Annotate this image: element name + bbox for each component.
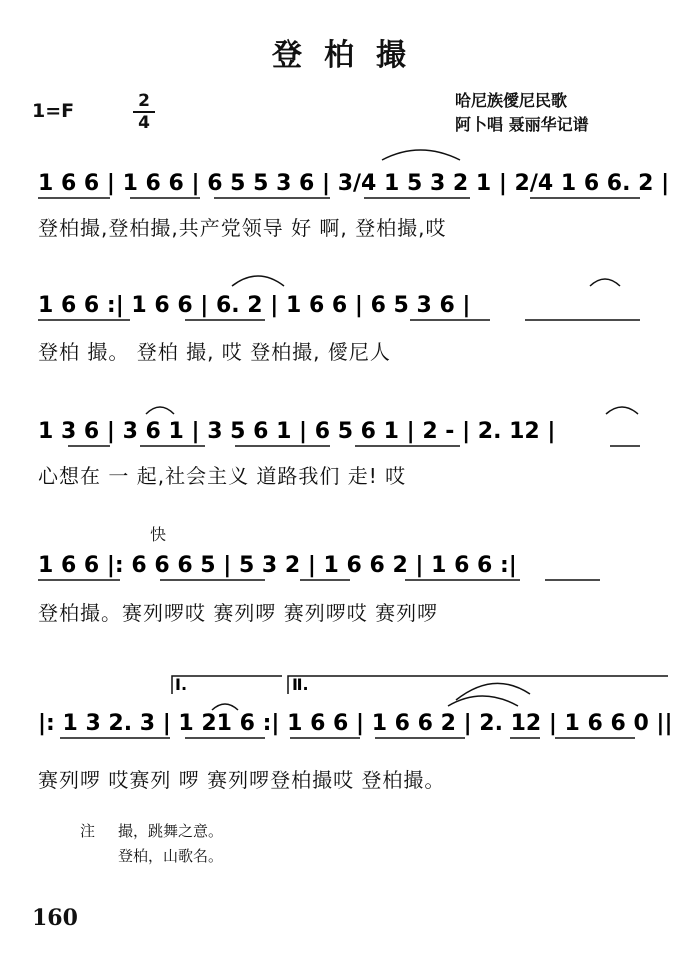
notation-line-3: 1 3 6 | 3 6 1 | 3 5 6 1 | 6 5 6 1 | 2 - | 2. 12 | <box>38 419 556 444</box>
notation-line-5: |: 1 3 2. 3 | 1 21 6 :| 1 6 6 | 1 6 6 2 | 2. 12 | 1 6 6 0 || <box>38 711 673 736</box>
song-title: 登柏撮 <box>272 38 428 73</box>
lyric-line-1: 登柏撮,登柏撮,共产党领导 好 啊, 登柏撮,哎 <box>38 216 447 240</box>
song-origin: 哈尼族僾尼民歌 <box>455 91 568 110</box>
volta-1: Ⅰ. <box>175 675 188 694</box>
song-credits: 阿卜唱 聂丽华记谱 <box>455 115 589 134</box>
lyric-line-2: 登柏 撮。 登柏 撮, 哎 登柏撮, 僾尼人 <box>38 340 391 364</box>
meter-top: 2 <box>138 91 150 111</box>
page-number: 160 <box>32 905 78 931</box>
meter-bottom: 4 <box>138 113 150 133</box>
lyric-line-3: 心想在 一 起,社会主义 道路我们 走! 哎 <box>38 464 407 488</box>
footnote-label: 注 <box>80 822 96 840</box>
notation-line-2: 1 6 6 :| 1 6 6 | 6. 2 | 1 6 6 | 6 5 3 6 | <box>38 293 471 318</box>
footnote-line-2: 登柏，山歌名。 <box>118 847 224 865</box>
volta-2: Ⅱ. <box>292 675 309 694</box>
tempo-mark: 快 <box>150 525 167 544</box>
notation-line-4: 1 6 6 |: 6 6 6 5 | 5 3 2 | 1 6 6 2 | 1 6 6 :| <box>38 553 517 578</box>
key-signature: 1=F <box>32 100 75 122</box>
footnote-line-1: 撮，跳舞之意。 <box>118 822 224 840</box>
notation-line-1: 1 6 6 | 1 6 6 | 6 5 5 3 6 | 3/4 1 5 3 2 1 | 2/4 1 6 6. 2 | <box>38 171 670 196</box>
lyric-line-4: 登柏撮。赛列啰哎 赛列啰 赛列啰哎 赛列啰 <box>38 601 439 625</box>
lyric-line-5: 赛列啰 哎赛列 啰 赛列啰登柏撮哎 登柏撮。 <box>38 768 446 792</box>
